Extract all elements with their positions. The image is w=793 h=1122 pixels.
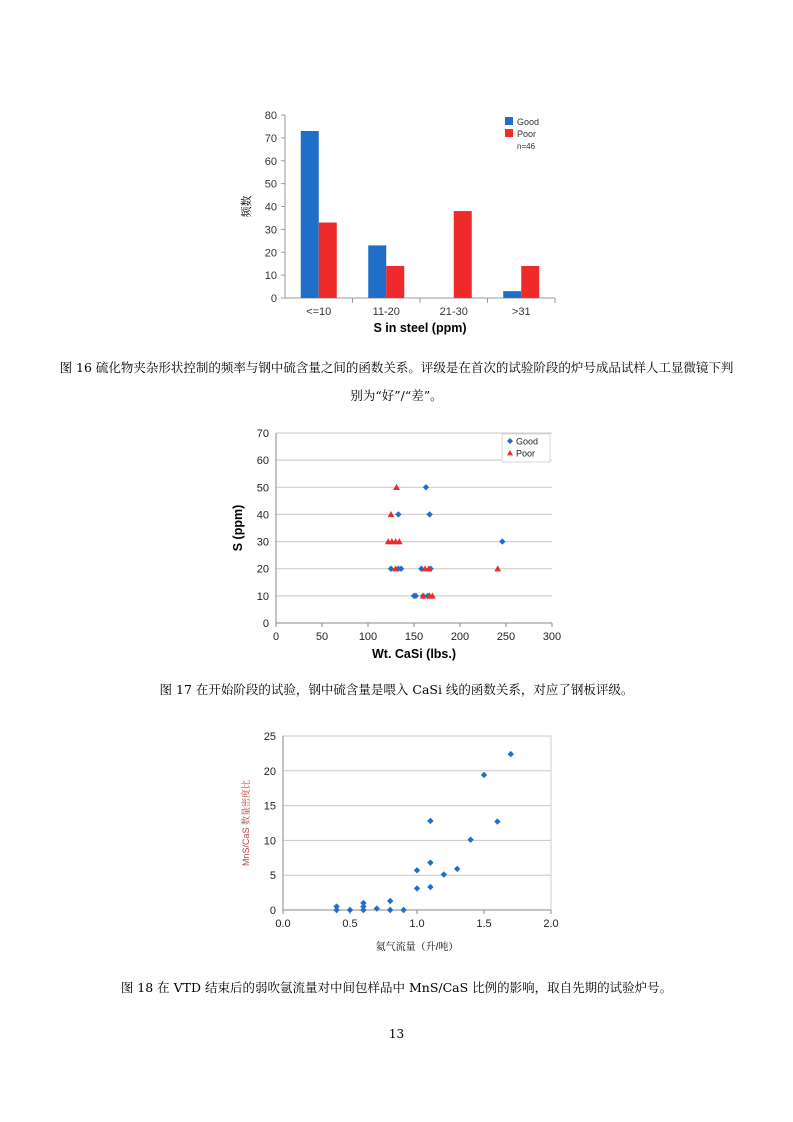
- x-tick-label: 200: [450, 631, 470, 643]
- y-tick-label: 50: [264, 178, 277, 191]
- y-tick-label: 10: [264, 270, 277, 283]
- y-tick-label: 15: [263, 800, 276, 813]
- x-tick-label: 50: [315, 631, 329, 643]
- chart-svg: [220, 420, 570, 670]
- caption-line: 图 17 在开始阶段的试验，钢中硫含量是喂入 CaSi 线的函数关系，对应了钢板评级。: [159, 682, 634, 697]
- legend-label: Good: [516, 436, 539, 447]
- bar-poor: [454, 211, 472, 298]
- y-tick-label: 5: [269, 870, 276, 883]
- y-tick-label: 0: [270, 293, 277, 305]
- bar-good: [301, 131, 319, 298]
- bar-poor: [319, 223, 337, 298]
- y-tick-label: 10: [256, 590, 269, 603]
- y-tick-label: 60: [256, 455, 269, 468]
- data-point-good: [426, 511, 432, 517]
- plot-frame: [283, 736, 551, 910]
- y-axis-label: MnS/CaS 数量密度比: [241, 779, 251, 867]
- x-axis-label: Wt. CaSi (lbs.): [371, 647, 457, 661]
- figure-17-caption: [0, 676, 793, 704]
- y-tick-label: 40: [264, 201, 277, 214]
- data-point: [414, 867, 420, 873]
- y-axis-label: S (ppm): [231, 504, 245, 552]
- data-point: [427, 818, 433, 824]
- bar-poor: [521, 266, 539, 298]
- data-point: [427, 884, 433, 890]
- data-point: [347, 907, 353, 913]
- legend-note: n=46: [517, 142, 536, 151]
- y-tick-label: 20: [256, 563, 269, 576]
- caption-line-2: 别为“好”/“差”。: [350, 388, 443, 403]
- data-point-good: [395, 511, 401, 517]
- legend-label: Good: [517, 117, 540, 127]
- data-point: [467, 837, 473, 843]
- legend-label: Poor: [517, 129, 537, 139]
- figure-16-caption: [0, 354, 793, 410]
- x-tick-label: 100: [358, 631, 378, 643]
- x-axis-label: 氦气流量（升/吨）: [375, 942, 459, 953]
- data-point: [333, 907, 339, 913]
- x-tick-label: 11-20: [372, 306, 400, 318]
- figure-17-scatter-chart: [220, 420, 570, 670]
- y-tick-label: 70: [256, 428, 269, 440]
- chart-svg: [235, 725, 565, 960]
- x-tick-label: 300: [542, 631, 562, 643]
- data-point: [374, 905, 380, 911]
- y-tick-label: 20: [263, 765, 276, 778]
- y-tick-label: 50: [256, 482, 269, 495]
- y-tick-label: 60: [264, 155, 277, 168]
- x-axis-label: S in steel (ppm): [373, 321, 467, 335]
- x-tick-label: 0.0: [275, 918, 291, 930]
- data-point: [360, 907, 366, 913]
- y-tick-label: 30: [256, 536, 269, 549]
- data-point: [508, 751, 514, 757]
- figure-18-caption: [0, 974, 793, 1002]
- x-tick-label: 1.5: [476, 918, 492, 930]
- x-tick-label: 21-30: [439, 306, 468, 318]
- data-point: [427, 859, 433, 865]
- y-axis-label: 频数: [241, 195, 253, 218]
- y-tick-label: 25: [263, 731, 276, 743]
- y-tick-label: 0: [262, 618, 269, 630]
- x-tick-label: 0: [272, 631, 280, 643]
- y-tick-label: 0: [269, 905, 276, 917]
- data-point: [481, 772, 487, 778]
- bar-good: [368, 245, 386, 298]
- data-point: [400, 907, 406, 913]
- bar-poor: [386, 266, 404, 298]
- legend-swatch: [505, 117, 513, 125]
- y-tick-label: 10: [263, 835, 276, 848]
- y-tick-label: 20: [264, 247, 277, 260]
- data-point: [414, 885, 420, 891]
- x-tick-label: 2.0: [543, 918, 559, 930]
- data-point: [441, 871, 447, 877]
- x-tick-label: 0.5: [342, 918, 358, 930]
- legend-label: Poor: [516, 448, 536, 459]
- x-tick-label: 150: [404, 631, 424, 643]
- legend-swatch: [505, 129, 513, 137]
- x-tick-label: 250: [496, 631, 516, 643]
- data-point-good: [423, 484, 429, 490]
- y-tick-label: 30: [264, 224, 277, 237]
- bar-good: [503, 291, 521, 298]
- x-tick-label: 1.0: [409, 918, 425, 930]
- data-point-good: [499, 538, 505, 544]
- caption-line-1: 图 16 硫化物夹杂形状控制的频率与钢中硫含量之间的函数关系。评级是在首次的试验阶段的炉号成品试样人工显微镜下判: [59, 360, 734, 375]
- data-point: [387, 898, 393, 904]
- caption-line: 图 18 在 VTD 结束后的弱吹氩流量对中间包样品中 MnS/CaS 比例的影响，取自先期的试验炉号。: [120, 980, 673, 995]
- x-tick-label: >31: [511, 306, 531, 318]
- page-number: 13: [388, 1027, 405, 1041]
- y-tick-label: 80: [264, 110, 277, 122]
- data-point: [454, 866, 460, 872]
- data-point: [387, 907, 393, 913]
- y-tick-label: 70: [264, 132, 277, 145]
- figure-18-scatter-chart: [235, 725, 565, 960]
- y-tick-label: 40: [256, 509, 269, 522]
- chart-svg: [230, 105, 560, 345]
- figure-16-bar-chart: [230, 105, 560, 345]
- x-tick-label: <=10: [306, 306, 332, 318]
- data-point: [494, 818, 500, 824]
